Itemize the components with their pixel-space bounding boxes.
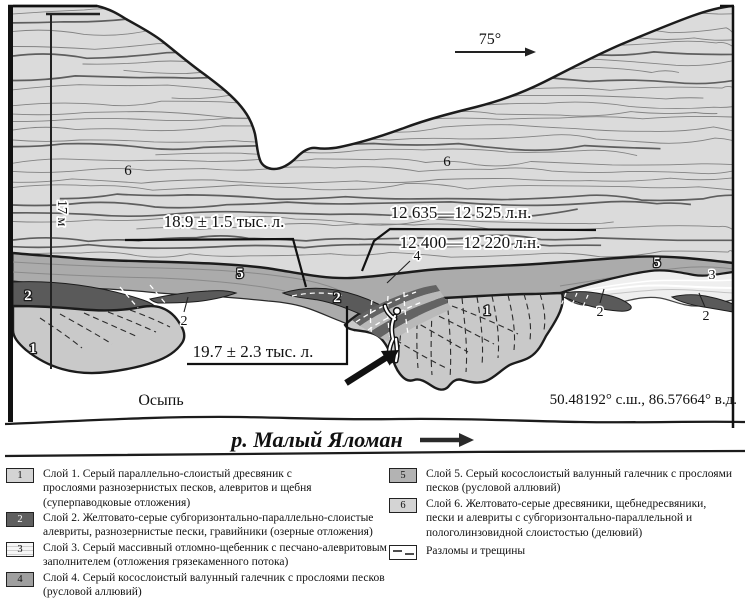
legend-swatch-layer6 xyxy=(389,498,417,513)
legend-swatch-num: 1 xyxy=(17,469,23,481)
legend-swatch-layer5 xyxy=(389,468,417,483)
legend-text-layer6: Слой 6. Желтовато-серые дресвяники, щебнедресвяники, пески и алевриты с субгоризонтально-параллельной и пологолинзовидной слоистостью (делювий) xyxy=(426,498,707,539)
legend-symbol-faults xyxy=(389,545,417,560)
legend-swatch-layer4 xyxy=(6,572,34,587)
layer4-label: 4 xyxy=(413,249,421,264)
legend-swatch-layer1 xyxy=(6,468,34,483)
scale-label: 17 м xyxy=(54,200,69,227)
pointer-arrow xyxy=(346,350,399,383)
river-label: р. Малый Яломан xyxy=(231,427,403,452)
legend-item-layer3 xyxy=(6,541,391,570)
legend-swatch-num: 6 xyxy=(400,499,406,511)
azimuth-arrow xyxy=(455,48,536,57)
layer3-label: 3 xyxy=(708,268,716,283)
legend-text-layer1: Слой 1. Серый параллельно-слоистый дресвяник с прослоями разнозернистых песков, алевритов и щебня (суперпаводковые отложения) xyxy=(43,468,312,509)
layer2-label-center: 2 xyxy=(333,290,341,306)
frame-left-bar xyxy=(8,5,13,422)
layer1-label-left: 1 xyxy=(29,341,37,357)
layer2-pointer-label-right: 2 xyxy=(702,309,710,324)
legend-swatch-layer2 xyxy=(6,512,34,527)
legend-swatch-num: 5 xyxy=(400,469,406,481)
riverbank-top xyxy=(5,417,745,424)
date-osl-upper: 18.9 ± 1.5 тыс. л. xyxy=(163,212,285,231)
legend-swatch-num: 3 xyxy=(17,543,23,555)
legend-item-layer4 xyxy=(6,571,395,600)
legend-item-layer2 xyxy=(6,511,395,540)
fault-symbol-icon xyxy=(390,546,416,559)
layer2-pointer-label-left: 2 xyxy=(180,314,188,329)
coordinates-label: 50.48192° с.ш., 86.57664° в.д. xyxy=(549,392,737,408)
legend-text-layer2: Слой 2. Желтовато-серые субгоризонтально-параллельно-слоистые алевриты, разнозернистые пески, гравийники (озерные отложения) xyxy=(43,512,374,539)
legend-swatch-num: 4 xyxy=(17,573,23,585)
layer1-label-center: 1 xyxy=(483,303,491,319)
talus-label: Осыпь xyxy=(138,392,184,409)
layer5-label-right: 5 xyxy=(653,255,661,271)
layer2-pointer-label-mid: 2 xyxy=(596,305,604,320)
river-flow-arrow xyxy=(420,433,474,447)
layer5-label-left: 5 xyxy=(236,266,244,282)
layer6-deposit xyxy=(13,6,733,278)
layer6-label-right: 6 xyxy=(443,154,451,170)
legend-text-layer3: Слой 3. Серый массивный отломно-щебенник с песчано-алевритовым заполнителем (отложения грязекаменного потока) xyxy=(43,542,387,569)
date-cal-2: 12 400—12 220 л.н. xyxy=(399,233,541,252)
legend-item-layer6 xyxy=(389,497,726,540)
legend-item-layer5 xyxy=(389,467,734,496)
legend-swatch-layer3 xyxy=(6,542,34,557)
layer2-label-left: 2 xyxy=(24,288,32,304)
legend-swatch-num: 2 xyxy=(17,513,23,525)
legend-item-faults xyxy=(389,544,726,560)
azimuth-label: 75° xyxy=(478,31,502,48)
legend-text-faults: Разломы и трещины xyxy=(426,545,526,557)
date-cal-1: 12 635—12 525 л.н. xyxy=(390,203,532,222)
layer6-label-left: 6 xyxy=(124,163,132,179)
layer1-outcrop-left xyxy=(13,306,184,373)
date-osl-lower: 19.7 ± 2.3 тыс. л. xyxy=(192,342,314,361)
legend-text-layer4: Слой 4. Серый косослоистый валунный галечник с прослоями песков (русловой аллювий) xyxy=(43,572,385,599)
legend-text-layer5: Слой 5. Серый косослоистый валунный галечник с прослоями песков (русловой аллювий) xyxy=(426,468,733,495)
legend-item-layer1 xyxy=(6,467,325,510)
